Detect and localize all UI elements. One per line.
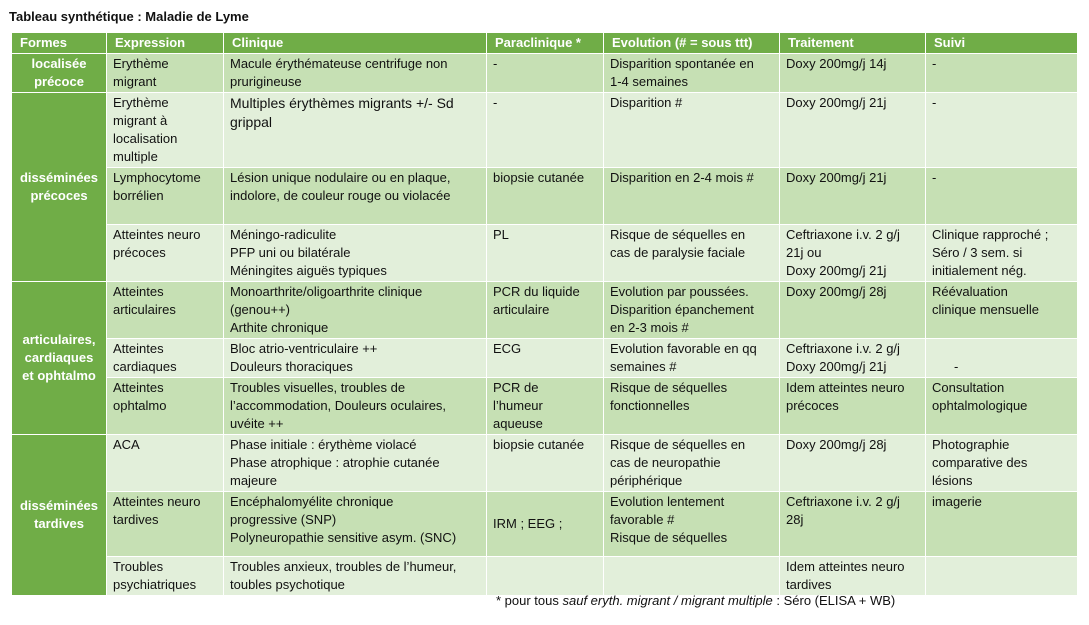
cell-line: Disparition en 2-4 mois # (610, 170, 754, 185)
cell-paraclinique (487, 557, 604, 596)
cell-traitement (780, 378, 926, 435)
cell-evolution (604, 557, 780, 596)
cell-line: PCR de (493, 380, 539, 395)
cell-line: toubles psychotique (230, 577, 345, 592)
cell-line: - (493, 56, 498, 71)
cell-evolution (604, 492, 780, 557)
cell-line: - (932, 95, 937, 110)
cell-line: Atteintes neuro (113, 227, 201, 242)
cell-line: 28j (786, 512, 804, 527)
cell-traitement (780, 282, 926, 339)
cell-line: Atteintes (113, 341, 164, 356)
cell-line: IRM ; EEG ; (493, 516, 563, 531)
cell-expression (107, 435, 224, 492)
cell-line: - (493, 95, 498, 110)
forme-label: et ophtalmo (22, 368, 96, 383)
cell-line: - (932, 56, 937, 71)
forme-disseminees-precoces (12, 93, 107, 282)
cell-line: Séro / 3 sem. si (932, 245, 1023, 260)
cell-suivi (926, 282, 1078, 339)
cell-line: articulaire (493, 302, 550, 317)
cell-line: tardives (786, 577, 832, 592)
cell-line: l’humeur (493, 398, 543, 413)
cell-clinique (224, 339, 487, 378)
forme-label: tardives (34, 516, 84, 531)
forme-label: localisée (31, 56, 87, 71)
cell-line: imagerie (932, 494, 982, 509)
forme-label: disséminées (19, 498, 99, 513)
cell-line: Doxy 200mg/j 28j (786, 437, 887, 452)
cell-line: Multiples érythèmes migrants +/- Sd (230, 95, 454, 111)
cell-line: Méningites aiguës typiques (230, 263, 387, 278)
cell-line: l’accommodation, Douleurs oculaires, (230, 398, 447, 413)
cell-line: Doxy 200mg/j 21j (786, 170, 887, 185)
cell-traitement (780, 557, 926, 596)
cell-paraclinique (487, 378, 604, 435)
cell-paraclinique (487, 339, 604, 378)
cell-suivi (926, 557, 1078, 596)
cell-clinique (224, 282, 487, 339)
cell-line: Lymphocytome (113, 170, 201, 185)
cell-line: progressive (SNP) (230, 512, 337, 527)
cell-line: Lésion unique nodulaire ou en plaque, (230, 170, 451, 185)
cell-line: borrélien (113, 188, 164, 203)
cell-line: PCR du liquide (493, 284, 580, 299)
table-row (12, 339, 1078, 378)
cell-line: Risque de séquelles (610, 530, 728, 545)
cell-line: Réévaluation (932, 284, 1008, 299)
cell-line: majeure (230, 473, 277, 488)
cell-line: Atteintes (113, 380, 164, 395)
cell-line: favorable # (610, 512, 675, 527)
cell-line: Encéphalomyélite chronique (230, 494, 394, 509)
cell-line: Monoarthrite/oligoarthrite clinique (230, 284, 423, 299)
header-suivi: Suivi (926, 33, 1078, 54)
cell-suivi (926, 435, 1078, 492)
cell-evolution (604, 168, 780, 225)
table-row (12, 435, 1078, 492)
cell-expression (107, 378, 224, 435)
cell-line: uvéite ++ (230, 416, 284, 431)
cell-line: PL (493, 227, 509, 242)
cell-line: Risque de séquelles en (610, 227, 746, 242)
cell-line: psychiatriques (113, 577, 197, 592)
header-formes: Formes (12, 33, 107, 54)
cell-traitement (780, 54, 926, 93)
cell-evolution (604, 93, 780, 168)
cell-line: ACA (113, 437, 140, 452)
cell-line: Doxy 200mg/j 21j (786, 263, 887, 278)
cell-clinique (224, 225, 487, 282)
cell-line: grippal (230, 114, 273, 130)
cell-clinique (224, 54, 487, 93)
cell-line: Douleurs thoraciques (230, 359, 353, 374)
cell-expression (107, 339, 224, 378)
cell-line: Doxy 200mg/j 21j (786, 95, 887, 110)
cell-line: Doxy 200mg/j 14j (786, 56, 887, 71)
forme-articulaires (12, 282, 107, 435)
cell-paraclinique (487, 225, 604, 282)
cell-line: indolore, de couleur rouge ou violacée (230, 188, 451, 203)
cell-line: Disparition spontanée en (610, 56, 754, 71)
cell-evolution (604, 378, 780, 435)
cell-traitement (780, 168, 926, 225)
cell-line: PFP uni ou bilatérale (230, 245, 351, 260)
cell-paraclinique (487, 435, 604, 492)
cell-line: localisation (113, 131, 178, 146)
cell-evolution (604, 282, 780, 339)
cell-line: migrant (113, 74, 157, 89)
cell-suivi (926, 378, 1078, 435)
cell-line: Phase atrophique : atrophie cutanée (230, 455, 440, 470)
table-row (12, 54, 1078, 93)
cell-paraclinique (487, 492, 604, 557)
cell-clinique (224, 93, 487, 168)
lyme-table (11, 32, 1078, 596)
cell-line: Consultation (932, 380, 1005, 395)
cell-line: articulaires (113, 302, 176, 317)
cell-line: ophtalmologique (932, 398, 1028, 413)
table-row (12, 378, 1078, 435)
cell-line: Risque de séquelles (610, 380, 728, 395)
cell-line: Bloc atrio-ventriculaire ++ (230, 341, 378, 356)
cell-line: Erythème (113, 56, 169, 71)
cell-expression (107, 282, 224, 339)
cell-traitement (780, 339, 926, 378)
cell-clinique (224, 557, 487, 596)
cell-line: Atteintes (113, 284, 164, 299)
cell-line: Troubles anxieux, troubles de l’humeur, (230, 559, 457, 574)
header-paraclinique: Paraclinique * (487, 33, 604, 54)
cell-traitement (780, 93, 926, 168)
cell-line: Doxy 200mg/j 21j (786, 359, 887, 374)
cell-line: 1-4 semaines (610, 74, 689, 89)
cell-line: cas de paralysie faciale (610, 245, 746, 260)
cell-suivi (926, 225, 1078, 282)
cell-expression (107, 225, 224, 282)
table-row (12, 492, 1078, 557)
cell-line: lésions (932, 473, 973, 488)
cell-line: Méningo-radiculite (230, 227, 337, 242)
cell-suivi (926, 339, 1078, 378)
cell-line: Evolution favorable en qq (610, 341, 757, 356)
footnote-italic: sauf eryth. migrant / migrant multiple (562, 593, 773, 608)
table-row (12, 557, 1078, 596)
cell-line: fonctionnelles (610, 398, 690, 413)
cell-line: prurigineuse (230, 74, 302, 89)
cell-line: précoces (113, 245, 166, 260)
cell-line: migrant à (113, 113, 168, 128)
cell-clinique (224, 492, 487, 557)
cell-line: Clinique rapproché ; (932, 227, 1049, 242)
cell-line: clinique mensuelle (932, 302, 1039, 317)
cell-line: cardiaques (113, 359, 177, 374)
cell-line: semaines # (610, 359, 677, 374)
header-expression: Expression (107, 33, 224, 54)
cell-suivi (926, 93, 1078, 168)
cell-line: Disparition épanchement (610, 302, 754, 317)
page-title: Tableau synthétique : Maladie de Lyme (9, 9, 249, 24)
cell-line: Ceftriaxone i.v. 2 g/j (786, 494, 900, 509)
cell-expression (107, 93, 224, 168)
cell-clinique (224, 378, 487, 435)
cell-line: - (954, 359, 959, 374)
cell-line: précoces (786, 398, 839, 413)
cell-line: tardives (113, 512, 159, 527)
forme-label: disséminées (19, 170, 99, 185)
cell-line: en 2-3 mois # (610, 320, 689, 335)
cell-line: Troubles (113, 559, 164, 574)
cell-line: Arthite chronique (230, 320, 329, 335)
cell-line: Atteintes neuro (113, 494, 201, 509)
cell-line: Doxy 200mg/j 28j (786, 284, 887, 299)
footnote-prefix: * pour tous (496, 593, 563, 608)
cell-line: Risque de séquelles en (610, 437, 746, 452)
cell-line: Ceftriaxone i.v. 2 g/j (786, 227, 900, 242)
header-row (12, 33, 1078, 54)
header-traitement: Traitement (780, 33, 926, 54)
cell-traitement (780, 225, 926, 282)
cell-line: ECG (493, 341, 522, 356)
forme-disseminees-tardives (12, 435, 107, 596)
cell-suivi (926, 54, 1078, 93)
cell-line: Phase initiale : érythème violacé (230, 437, 417, 452)
cell-line: Polyneuropathie sensitive asym. (SNC) (230, 530, 457, 545)
cell-line: biopsie cutanée (493, 170, 585, 185)
cell-line: Ceftriaxone i.v. 2 g/j (786, 341, 900, 356)
cell-paraclinique (487, 168, 604, 225)
cell-line: Idem atteintes neuro (786, 559, 905, 574)
cell-traitement (780, 492, 926, 557)
cell-line: Erythème (113, 95, 169, 110)
forme-label: cardiaques (24, 350, 94, 365)
cell-line: cas de neuropathie (610, 455, 721, 470)
cell-clinique (224, 435, 487, 492)
cell-clinique (224, 168, 487, 225)
cell-line: Macule érythémateuse centrifuge non (230, 56, 448, 71)
header-evolution: Evolution (# = sous ttt) (604, 33, 780, 54)
cell-expression (107, 492, 224, 557)
cell-line: multiple (113, 149, 158, 164)
cell-line: périphérique (610, 473, 683, 488)
cell-evolution (604, 225, 780, 282)
cell-line: aqueuse (493, 416, 543, 431)
cell-evolution (604, 435, 780, 492)
cell-line: comparative des (932, 455, 1028, 470)
cell-line: Idem atteintes neuro (786, 380, 905, 395)
header-clinique: Clinique (224, 33, 487, 54)
cell-paraclinique (487, 282, 604, 339)
cell-suivi (926, 168, 1078, 225)
footnote (496, 593, 895, 608)
footnote-suffix: : Séro (ELISA + WB) (772, 593, 896, 608)
cell-paraclinique (487, 93, 604, 168)
forme-label: précoce (34, 74, 84, 89)
cell-traitement (780, 435, 926, 492)
cell-line: initialement nég. (932, 263, 1027, 278)
cell-line: - (932, 170, 937, 185)
cell-paraclinique (487, 54, 604, 93)
forme-label: précoces (30, 188, 88, 203)
cell-line: Photographie (932, 437, 1010, 452)
table-row (12, 282, 1078, 339)
cell-evolution (604, 54, 780, 93)
cell-line: ophtalmo (113, 398, 167, 413)
cell-line: 21j ou (786, 245, 822, 260)
cell-evolution (604, 339, 780, 378)
cell-line: biopsie cutanée (493, 437, 585, 452)
cell-suivi (926, 492, 1078, 557)
table-row (12, 225, 1078, 282)
cell-expression (107, 557, 224, 596)
cell-line: Troubles visuelles, troubles de (230, 380, 406, 395)
cell-line: (genou++) (230, 302, 290, 317)
forme-label: articulaires, (22, 332, 96, 347)
table-row (12, 93, 1078, 168)
cell-expression (107, 54, 224, 93)
cell-line: Evolution lentement (610, 494, 725, 509)
cell-line: Disparition # (610, 95, 683, 110)
cell-expression (107, 168, 224, 225)
table-row (12, 168, 1078, 225)
cell-line: Evolution par poussées. (610, 284, 749, 299)
forme-localisee (12, 54, 107, 93)
